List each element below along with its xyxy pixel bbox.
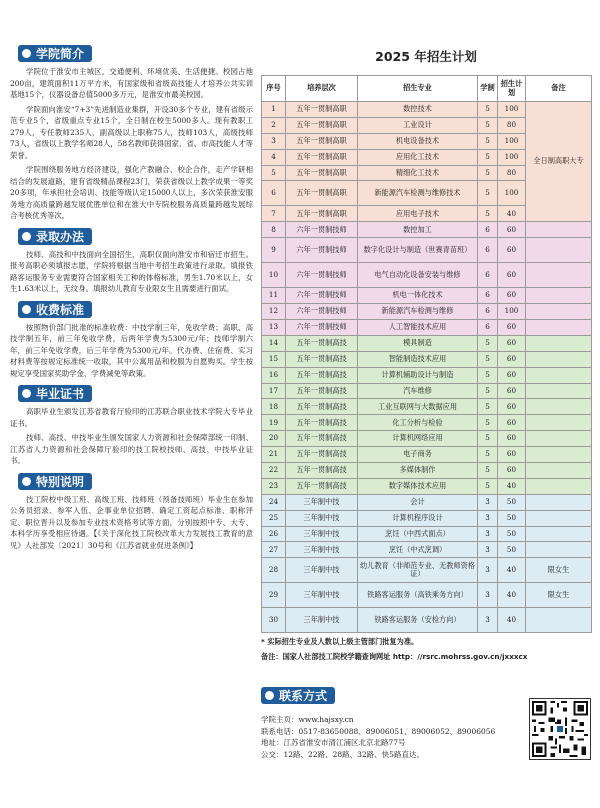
table-row (262, 526, 592, 542)
section-heading-enroll (18, 228, 92, 245)
cell-count: 60 (498, 415, 526, 431)
cell-years: 5 (478, 133, 498, 149)
cell-no: 8 (262, 222, 286, 238)
header-level: 培养层次 (286, 76, 358, 102)
cell-note-empty (526, 288, 592, 304)
cell-count: 60 (498, 399, 526, 415)
cell-major: 机电设备技术 (358, 133, 478, 149)
bullet-icon (22, 49, 31, 58)
left-column (10, 42, 253, 554)
plan-table-body (262, 102, 592, 633)
cell-no: 19 (262, 415, 286, 431)
header-major: 招生专业 (358, 76, 478, 102)
cell-level: 五年一贯制高职 (286, 133, 358, 149)
section-heading-cert (18, 385, 92, 402)
cell-years: 6 (478, 222, 498, 238)
table-row (262, 238, 592, 263)
bullet-icon (22, 389, 31, 398)
cell-no: 24 (262, 494, 286, 510)
cell-major: 多媒体制作 (358, 463, 478, 479)
cell-count: 100 (498, 133, 526, 149)
section-heading-fee (18, 301, 92, 318)
cell-years: 5 (478, 463, 498, 479)
table-row (262, 608, 592, 633)
cell-years: 6 (478, 238, 498, 263)
special-heading-label: 特别说明 (36, 474, 85, 489)
table-row (262, 320, 592, 336)
cell-years: 5 (478, 149, 498, 165)
cell-years: 5 (478, 102, 498, 118)
table-row (262, 222, 592, 238)
cell-no: 27 (262, 542, 286, 558)
cell-note-empty (526, 383, 592, 399)
cell-major: 智能制造技术应用 (358, 351, 478, 367)
cell-count: 50 (498, 510, 526, 526)
cell-no: 22 (262, 463, 286, 479)
cell-level: 五年一贯制高职 (286, 149, 358, 165)
cell-years: 5 (478, 399, 498, 415)
table-row (262, 494, 592, 510)
cell-no: 15 (262, 351, 286, 367)
cell-years: 3 (478, 542, 498, 558)
address-line: 地址：江苏省淮安市清江浦区北京北路77号 (261, 738, 406, 747)
cell-level: 六年一贯制技师 (286, 288, 358, 304)
table-row (262, 558, 592, 583)
cell-no: 5 (262, 165, 286, 181)
table-row (262, 478, 592, 494)
cell-major: 电子商务 (358, 447, 478, 463)
phone-line: 联系电话：0517-83650088、89006051、89006052、89006056 (261, 726, 496, 736)
cell-no: 12 (262, 304, 286, 320)
cell-no: 30 (262, 608, 286, 633)
cell-years: 5 (478, 447, 498, 463)
cell-level: 三年制中技 (286, 583, 358, 608)
contact-heading-label: 联系方式 (279, 689, 328, 703)
cell-note-empty (526, 463, 592, 479)
cell-note-empty (526, 431, 592, 447)
cell-note-empty (526, 478, 592, 494)
table-row (262, 288, 592, 304)
cell-note-empty (526, 399, 592, 415)
cell-no: 6 (262, 181, 286, 206)
cell-no: 29 (262, 583, 286, 608)
cell-level: 五年一贯制高技 (286, 399, 358, 415)
cell-years: 3 (478, 494, 498, 510)
cell-major: 化工分析与检验 (358, 415, 478, 431)
cell-no: 25 (262, 510, 286, 526)
cell-level: 六年一贯制技师 (286, 320, 358, 336)
table-row (262, 463, 592, 479)
cell-years: 5 (478, 117, 498, 133)
cell-count: 60 (498, 222, 526, 238)
header-no: 序号 (262, 76, 286, 102)
cell-years: 6 (478, 288, 498, 304)
cell-level: 三年制中技 (286, 608, 358, 633)
cell-count: 40 (498, 558, 526, 583)
table-row (262, 399, 592, 415)
cell-count: 60 (498, 351, 526, 367)
cell-major: 计算机程序设计 (358, 510, 478, 526)
cell-years: 5 (478, 206, 498, 222)
cell-level: 五年一贯制高技 (286, 447, 358, 463)
homepage-line: 学院主页：www.hajsxy.cn (261, 715, 354, 724)
cell-level: 五年一贯制高技 (286, 431, 358, 447)
cell-note-empty (526, 320, 592, 336)
cell-major: 数控加工 (358, 222, 478, 238)
cell-count: 100 (498, 102, 526, 118)
section-heading-special (18, 473, 92, 490)
header-count: 招生计划 (498, 76, 526, 102)
table-row (262, 102, 592, 118)
cell-no: 10 (262, 263, 286, 288)
cell-no: 23 (262, 478, 286, 494)
cell-years: 5 (478, 431, 498, 447)
cell-years: 5 (478, 181, 498, 206)
cell-major: 新能源汽车检测与维修技术 (358, 181, 478, 206)
cell-level: 五年一贯制高技 (286, 415, 358, 431)
bullet-icon (22, 305, 31, 314)
cell-count: 50 (498, 494, 526, 510)
cell-major: 会计 (358, 494, 478, 510)
cell-years: 6 (478, 304, 498, 320)
cell-major: 计算机辅助设计与制造 (358, 367, 478, 383)
cell-years: 5 (478, 335, 498, 351)
plan-title: 2025 年招生计划 (375, 49, 477, 64)
cell-level: 三年制中技 (286, 526, 358, 542)
table-row (262, 431, 592, 447)
cell-major: 模具制造 (358, 335, 478, 351)
cert-paragraph: 技师、高技、中技毕业生颁发国家人力资源和社会保障部统一印制、江苏省人力资源和社会保障厅验印的技工院校技师、高技、中技毕业证书。 (10, 433, 253, 465)
cell-note-empty (526, 494, 592, 510)
cell-no: 3 (262, 133, 286, 149)
cell-count: 100 (498, 304, 526, 320)
cell-note-empty (526, 447, 592, 463)
cell-count: 50 (498, 542, 526, 558)
cell-major: 幼儿教育（非师范专业、无教师资格证） (358, 558, 478, 583)
cell-note-empty (526, 351, 592, 367)
intro-paragraph: 学院位于淮安市主城区，交通便利、环境优美、生活便捷。校园占地200亩，建筑面积11万平方米，有国家级和省级高技能人才培养公共实训基地15个，仪器设备总值5000多万元，是淮安市最美校园。 (10, 67, 253, 99)
cell-level: 六年一贯制技师 (286, 263, 358, 288)
cell-count: 60 (498, 463, 526, 479)
header-years: 学制 (478, 76, 498, 102)
cell-no: 11 (262, 288, 286, 304)
cell-years: 3 (478, 526, 498, 542)
fee-paragraph: 按照物价部门批准的标准收费：中技学制三年，免收学费；高职、高技学制五年，前三年免收学费，后两年学费为5300元/年；技师学制六年，前三年免收学费，后三年学费为5300元/年。代办费、住宿费、实习材料费等按规定标准统一收取，其中公寓用品和校服为自愿购买。学生按规定享受国家奖助学金、学费减免等政策。 (10, 322, 253, 378)
cell-years: 3 (478, 558, 498, 583)
contact-section (261, 684, 591, 760)
cell-level: 五年一贯制高职 (286, 165, 358, 181)
cell-major: 新能源汽车检测与维修 (358, 304, 478, 320)
cell-years: 5 (478, 415, 498, 431)
cell-note-empty (526, 263, 592, 288)
cell-no: 7 (262, 206, 286, 222)
cell-level: 三年制中技 (286, 542, 358, 558)
header-note: 备注 (526, 76, 592, 102)
cell-count: 100 (498, 149, 526, 165)
cell-major: 铁路客运服务（高铁乘务方向） (358, 583, 478, 608)
cell-count: 60 (498, 383, 526, 399)
cell-major: 数字媒体技术应用 (358, 478, 478, 494)
cell-count: 50 (498, 526, 526, 542)
cell-major: 精细化工技术 (358, 165, 478, 181)
cell-no: 2 (262, 117, 286, 133)
cell-note-empty (526, 335, 592, 351)
table-header-row (262, 76, 592, 102)
table-row (262, 304, 592, 320)
note-fulltime-college: 全日制高职大专 (526, 102, 592, 222)
cell-count: 80 (498, 165, 526, 181)
cell-years: 6 (478, 263, 498, 288)
cell-major: 汽车维修 (358, 383, 478, 399)
cell-no: 18 (262, 399, 286, 415)
intro-paragraph: 学院面向淮安“7+3”先进制造业集群，开设30多个专业，建有省级示范专业5个，省级重点专业15个，全日制在校生5000多人。现有教职工279人，专任教师235人，副高级以上职称75人，技师103人，高级技师73人，省级以上教学名师28人，58名教师获得国家、省、市高技能人才等荣誉。 (10, 104, 253, 160)
cell-count: 60 (498, 367, 526, 383)
cell-level: 五年一贯制高职 (286, 117, 358, 133)
cell-level: 五年一贯制高职 (286, 102, 358, 118)
cell-level: 六年一贯制技师 (286, 222, 358, 238)
cell-no: 14 (262, 335, 286, 351)
cell-major: 烹饪（中式烹调） (358, 542, 478, 558)
section-heading-intro (18, 45, 92, 62)
table-row (262, 510, 592, 526)
cell-years: 3 (478, 510, 498, 526)
cell-note-empty (526, 542, 592, 558)
note-girls-only: 限女生 (526, 583, 592, 608)
bus-line: 公交：12路、22路、28路、32路、快5路直达。 (261, 749, 424, 759)
cell-count: 60 (498, 335, 526, 351)
cell-note-empty (526, 238, 592, 263)
cell-note-empty (526, 367, 592, 383)
cell-level: 三年制中技 (286, 510, 358, 526)
cell-count: 40 (498, 478, 526, 494)
cell-years: 3 (478, 608, 498, 633)
cell-level: 五年一贯制高技 (286, 383, 358, 399)
cell-level: 五年一贯制高技 (286, 367, 358, 383)
cell-level: 五年一贯制高职 (286, 206, 358, 222)
cell-major: 应用化工技术 (358, 149, 478, 165)
cell-count: 40 (498, 206, 526, 222)
cell-count: 60 (498, 320, 526, 336)
cell-major: 人工智能技术应用 (358, 320, 478, 336)
cell-note-empty (526, 510, 592, 526)
cell-count: 80 (498, 117, 526, 133)
cell-count: 60 (498, 238, 526, 263)
enroll-paragraph: 技师、高技和中技面向全国招生，高职仅面向淮安市和宿迁市招生。报考高职必须填报志愿，学院将根据当地中考招生政策进行录取。填报铁路客运服务专业需要符合国家相关工种的体格标准，男生1.70米以上，女生1.63米以上，无纹身。填报幼儿教育专业限女生且需要进行面试。 (10, 249, 253, 293)
bullet-icon (22, 477, 31, 486)
cell-no: 1 (262, 102, 286, 118)
cell-major: 数字化设计与制造（世赛青苗班） (358, 238, 478, 263)
cell-major: 工业互联网与大数据应用 (358, 399, 478, 415)
cert-paragraph: 高职毕业生颁发江苏省教育厅验印的江苏联合职业技术学院大专毕业证书。 (10, 407, 253, 428)
cell-major: 铁路客运服务（安检方向） (358, 608, 478, 633)
table-row (262, 383, 592, 399)
cell-note-empty (526, 222, 592, 238)
footnote-approval: * 实际招生专业及人数以上级主管部门批复为准。 (261, 637, 419, 647)
cell-years: 5 (478, 478, 498, 494)
cell-no: 16 (262, 367, 286, 383)
cell-level: 六年一贯制技师 (286, 304, 358, 320)
cell-no: 17 (262, 383, 286, 399)
cell-count: 60 (498, 263, 526, 288)
cell-note-empty (526, 608, 592, 633)
footnote-query-url: 备注：国家人社部技工院校学籍查询网址 http：//rsrc.mohrss.gov.cn/jxxxcx (261, 652, 528, 662)
cell-count: 60 (498, 447, 526, 463)
qr-code-icon (529, 698, 591, 760)
cell-level: 五年一贯制高职 (286, 181, 358, 206)
cell-no: 21 (262, 447, 286, 463)
cell-note-empty (526, 304, 592, 320)
cell-years: 6 (478, 320, 498, 336)
cell-years: 5 (478, 383, 498, 399)
plan-table (261, 75, 592, 633)
table-row (262, 583, 592, 608)
special-paragraph: 技工院校中级工班、高级工班、技师班（预备技师班）毕业生在参加公务员招录、参军入伍、企事业单位招聘、确定工资起点标准、职称评定、职位晋升以及参加专业技术资格考试等方面，分别按照中专、大专、本科学历享受相应待遇。【《关于深化技工院校改革大力发展技工教育的意见》人社部发〔2021〕30号和《江苏省就业促进条例》】 (10, 494, 253, 550)
table-row (262, 335, 592, 351)
bullet-icon (265, 691, 274, 700)
enroll-heading-label: 录取办法 (36, 229, 85, 244)
intro-heading-label: 学院简介 (36, 47, 85, 61)
cell-level: 五年一贯制高技 (286, 478, 358, 494)
intro-paragraph: 学院围绕服务地方经济建设，强化产教融合、校企合作，走产学研相结合的发展道路，建有省级精品课程23门，荣获省级以上教学成果一等奖20多项，年承担社会培训、技能等级认定15000人以上，多次荣获淮安服务地方高质量跨越发展优胜单位和在淮大中专院校服务高质量跨越发展综合考核优秀等次。 (10, 165, 253, 220)
cell-no: 4 (262, 149, 286, 165)
cell-years: 5 (478, 165, 498, 181)
cell-count: 40 (498, 608, 526, 633)
cell-count: 60 (498, 431, 526, 447)
cell-note-empty (526, 526, 592, 542)
table-row (262, 542, 592, 558)
cell-count: 60 (498, 288, 526, 304)
table-row (262, 415, 592, 431)
cell-major: 机电一体化技术 (358, 288, 478, 304)
cell-major: 数控技术 (358, 102, 478, 118)
cell-years: 5 (478, 367, 498, 383)
cell-major: 电气自动化设备安装与维修 (358, 263, 478, 288)
table-row (262, 263, 592, 288)
cell-count: 40 (498, 583, 526, 608)
cell-years: 5 (478, 351, 498, 367)
cell-level: 三年制中技 (286, 494, 358, 510)
cell-level: 六年一贯制技师 (286, 238, 358, 263)
section-heading-contact (261, 687, 335, 704)
cell-level: 五年一贯制高技 (286, 463, 358, 479)
cell-level: 五年一贯制高技 (286, 335, 358, 351)
cell-major: 应用电子技术 (358, 206, 478, 222)
fee-heading-label: 收费标准 (36, 302, 85, 317)
cell-major: 计算机网络应用 (358, 431, 478, 447)
cell-years: 3 (478, 583, 498, 608)
note-girls-only: 限女生 (526, 558, 592, 583)
cell-major: 烹饪（中西式面点） (358, 526, 478, 542)
table-row (262, 447, 592, 463)
cell-no: 26 (262, 526, 286, 542)
cell-major: 工业设计 (358, 117, 478, 133)
cell-level: 三年制中技 (286, 558, 358, 583)
cell-level: 五年一贯制高技 (286, 351, 358, 367)
cert-heading-label: 毕业证书 (36, 387, 85, 401)
table-row (262, 367, 592, 383)
cell-count: 100 (498, 181, 526, 206)
cell-note-empty (526, 415, 592, 431)
cell-no: 13 (262, 320, 286, 336)
cell-no: 20 (262, 431, 286, 447)
cell-no: 9 (262, 238, 286, 263)
table-row (262, 351, 592, 367)
cell-no: 28 (262, 558, 286, 583)
bullet-icon (22, 232, 31, 241)
enrollment-plan (261, 42, 591, 663)
